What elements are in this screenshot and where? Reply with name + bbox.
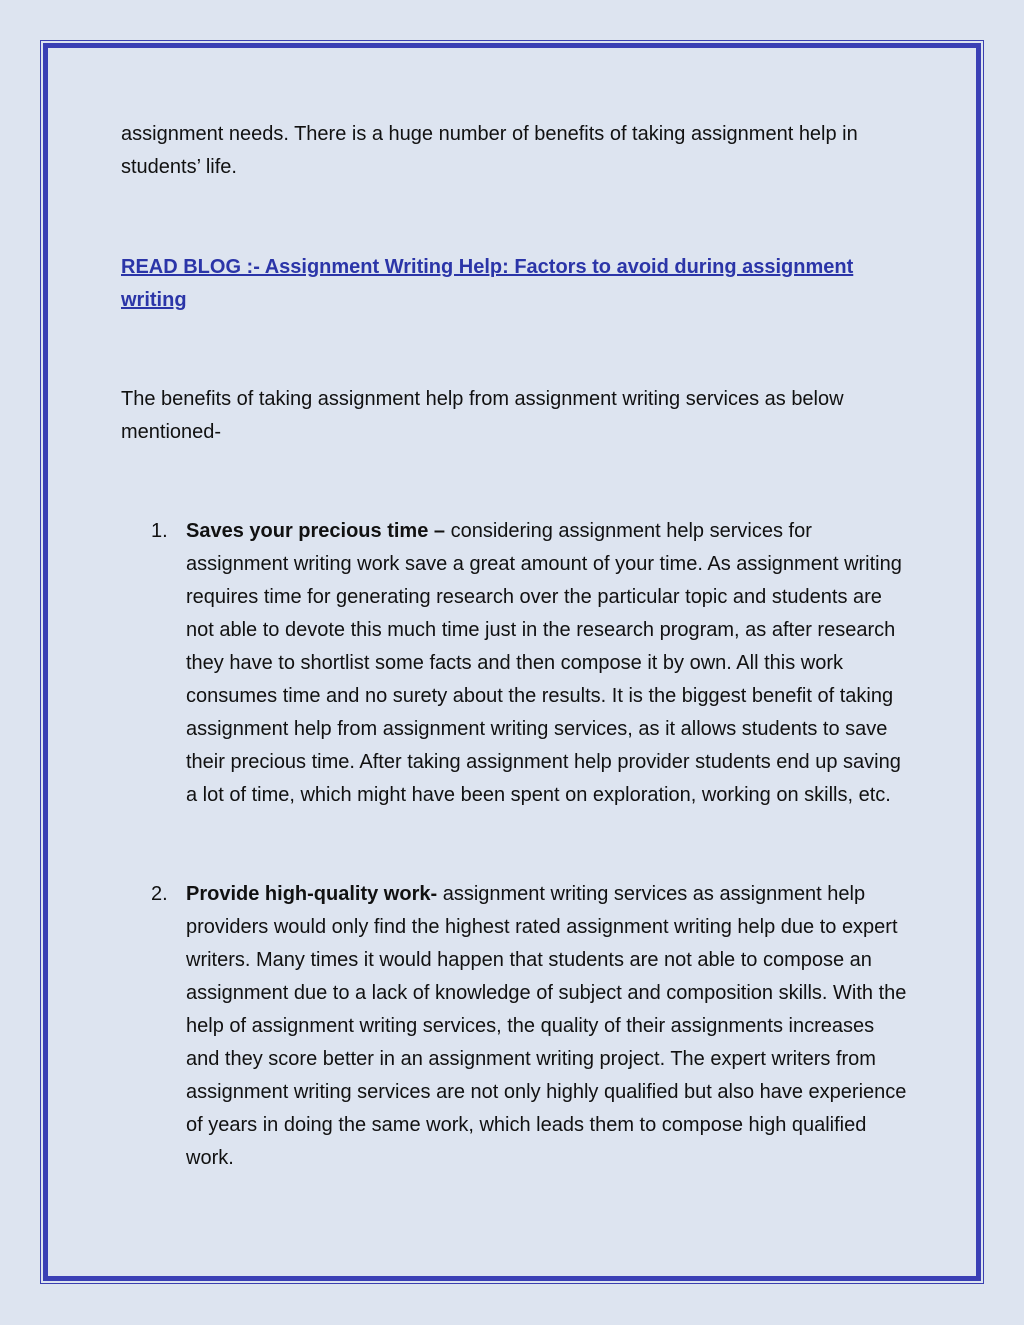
- list-item-number: 2.: [151, 883, 168, 905]
- document-content: [121, 118, 911, 1175]
- list-item-number: 1.: [151, 520, 168, 542]
- list-item: [121, 515, 911, 812]
- list-item-title: Saves your precious time –: [186, 520, 446, 542]
- list-item-text: [186, 878, 911, 1175]
- list-item-title: Provide high-quality work-: [186, 883, 438, 905]
- benefits-intro-paragraph: The benefits of taking assignment help from assignment writing services as below mentioned-: [121, 388, 844, 443]
- list-item-body: considering assignment help services for assignment writing work save a great amount of your time. As assignment writing requires time for generating research over the particular topic and students are not able to devote this much time just in the research program, as after research they have to shortlist some facts and then compose it by own. All this work consumes time and no surety about the results. It is the biggest benefit of taking assignment help from assignment writing services, as it allows students to save their precious time. After taking assignment help provider students end up saving a lot of time, which might have been spent on exploration, working on skills, etc.: [186, 520, 902, 806]
- list-item-text: [186, 515, 911, 812]
- list-item: [121, 878, 911, 1175]
- list-item-body: assignment writing services as assignment help providers would only find the highest rated assignment writing help due to expert writers. Many times it would happen that students are not able to compose an assignment due to a lack of knowledge of subject and composition skills. With the help of assignment writing services, the quality of their assignments increases and they score better in an assignment writing project. The expert writers from assignment writing services are not only highly qualified but also have experience of years in doing the same work, which leads them to compose high qualified work.: [186, 883, 907, 1169]
- benefits-list: [121, 515, 911, 1175]
- read-blog-link[interactable]: READ BLOG :- Assignment Writing Help: Factors to avoid during assignment writing: [121, 256, 854, 311]
- intro-paragraph: assignment needs. There is a huge number of benefits of taking assignment help in students’ life.: [121, 123, 858, 178]
